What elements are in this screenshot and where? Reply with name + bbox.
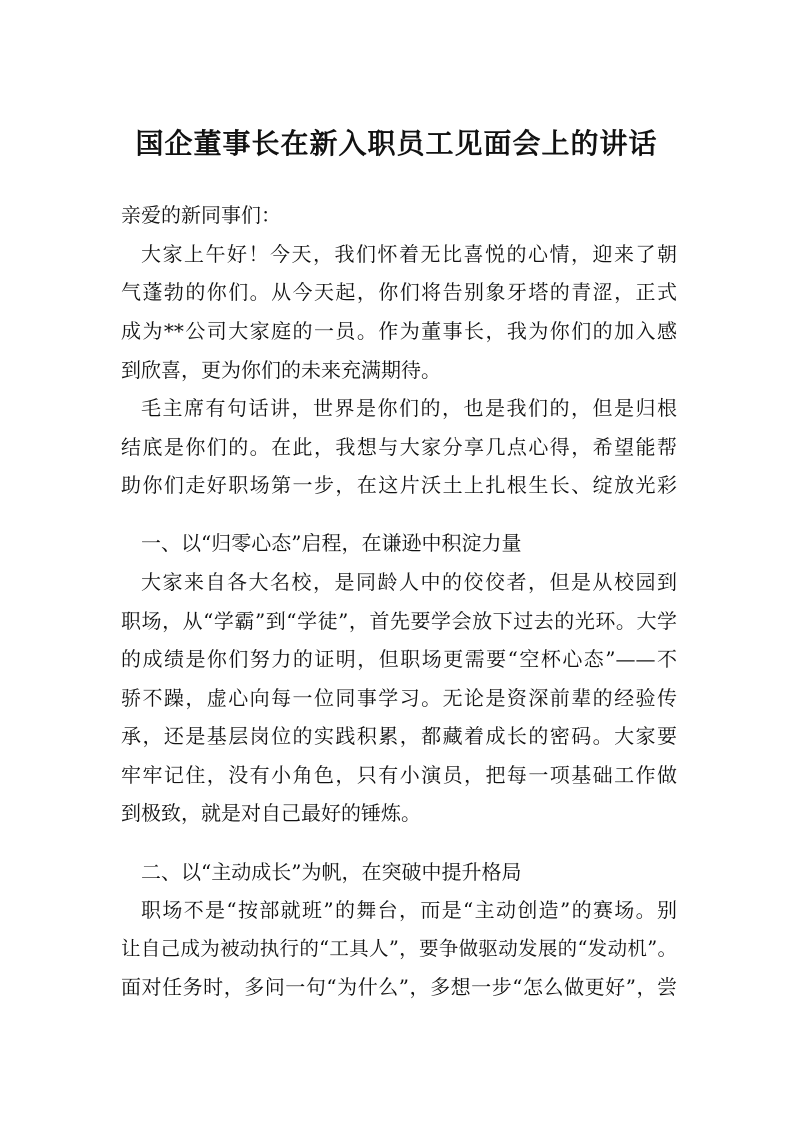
paragraph-line: 结底是你们的。在此，我想与大家分享几点心得，希望能帮: [121, 435, 677, 459]
paragraph-line: 职场，从“学霸”到“学徒”，首先要学会放下过去的光环。大学: [121, 609, 677, 633]
paragraph-line: 让自己成为被动执行的“工具人”，要争做驱动发展的“发动机”。: [121, 937, 677, 960]
section-heading: 二、以“主动成长”为帆，在突破中提升格局: [141, 860, 522, 884]
paragraph-line: 大家上午好！今天，我们怀着无比喜悦的心情，迎来了朝: [141, 242, 677, 266]
section-heading: 一、以“归零心态”启程，在谦逊中积淀力量: [141, 531, 522, 555]
paragraph-line: 牢牢记住，没有小角色，只有小演员，把每一项基础工作做: [121, 763, 677, 787]
paragraph-line: 到欣喜，更为你们的未来充满期待。: [121, 358, 441, 382]
paragraph-line: 骄不躁，虚心向每一位同事学习。无论是资深前辈的经验传: [121, 686, 677, 710]
paragraph-line: 的成绩是你们努力的证明，但职场更需要“空杯心态”——不: [121, 647, 677, 671]
document-title: 国企董事长在新入职员工见面会上的讲话: [135, 127, 658, 160]
paragraph-line: 承，还是基层岗位的实践积累，都藏着成长的密码。大家要: [121, 724, 677, 748]
paragraph-line: 面对任务时，多问一句“为什么”，多想一步“怎么做更好”，尝: [121, 975, 677, 999]
paragraph-line: 成为**公司大家庭的一员。作为董事长，我为你们的加入感: [121, 319, 677, 343]
paragraph-line: 助你们走好职场第一步，在这片沃土上扎根生长、绽放光彩: [121, 473, 677, 497]
paragraph-line: 大家来自各大名校，是同龄人中的佼佼者，但是从校园到: [141, 570, 677, 594]
salutation-line: 亲爱的新同事们：: [121, 203, 281, 227]
paragraph-line: 气蓬勃的你们。从今天起，你们将告别象牙塔的青涩，正式: [121, 280, 677, 304]
paragraph-line: 职场不是“按部就班”的舞台，而是“主动创造”的赛场。别: [141, 898, 677, 922]
paragraph-line: 毛主席有句话讲，世界是你们的，也是我们的，但是归根: [141, 396, 677, 420]
paragraph-line: 到极致，就是对自己最好的锤炼。: [121, 801, 421, 825]
